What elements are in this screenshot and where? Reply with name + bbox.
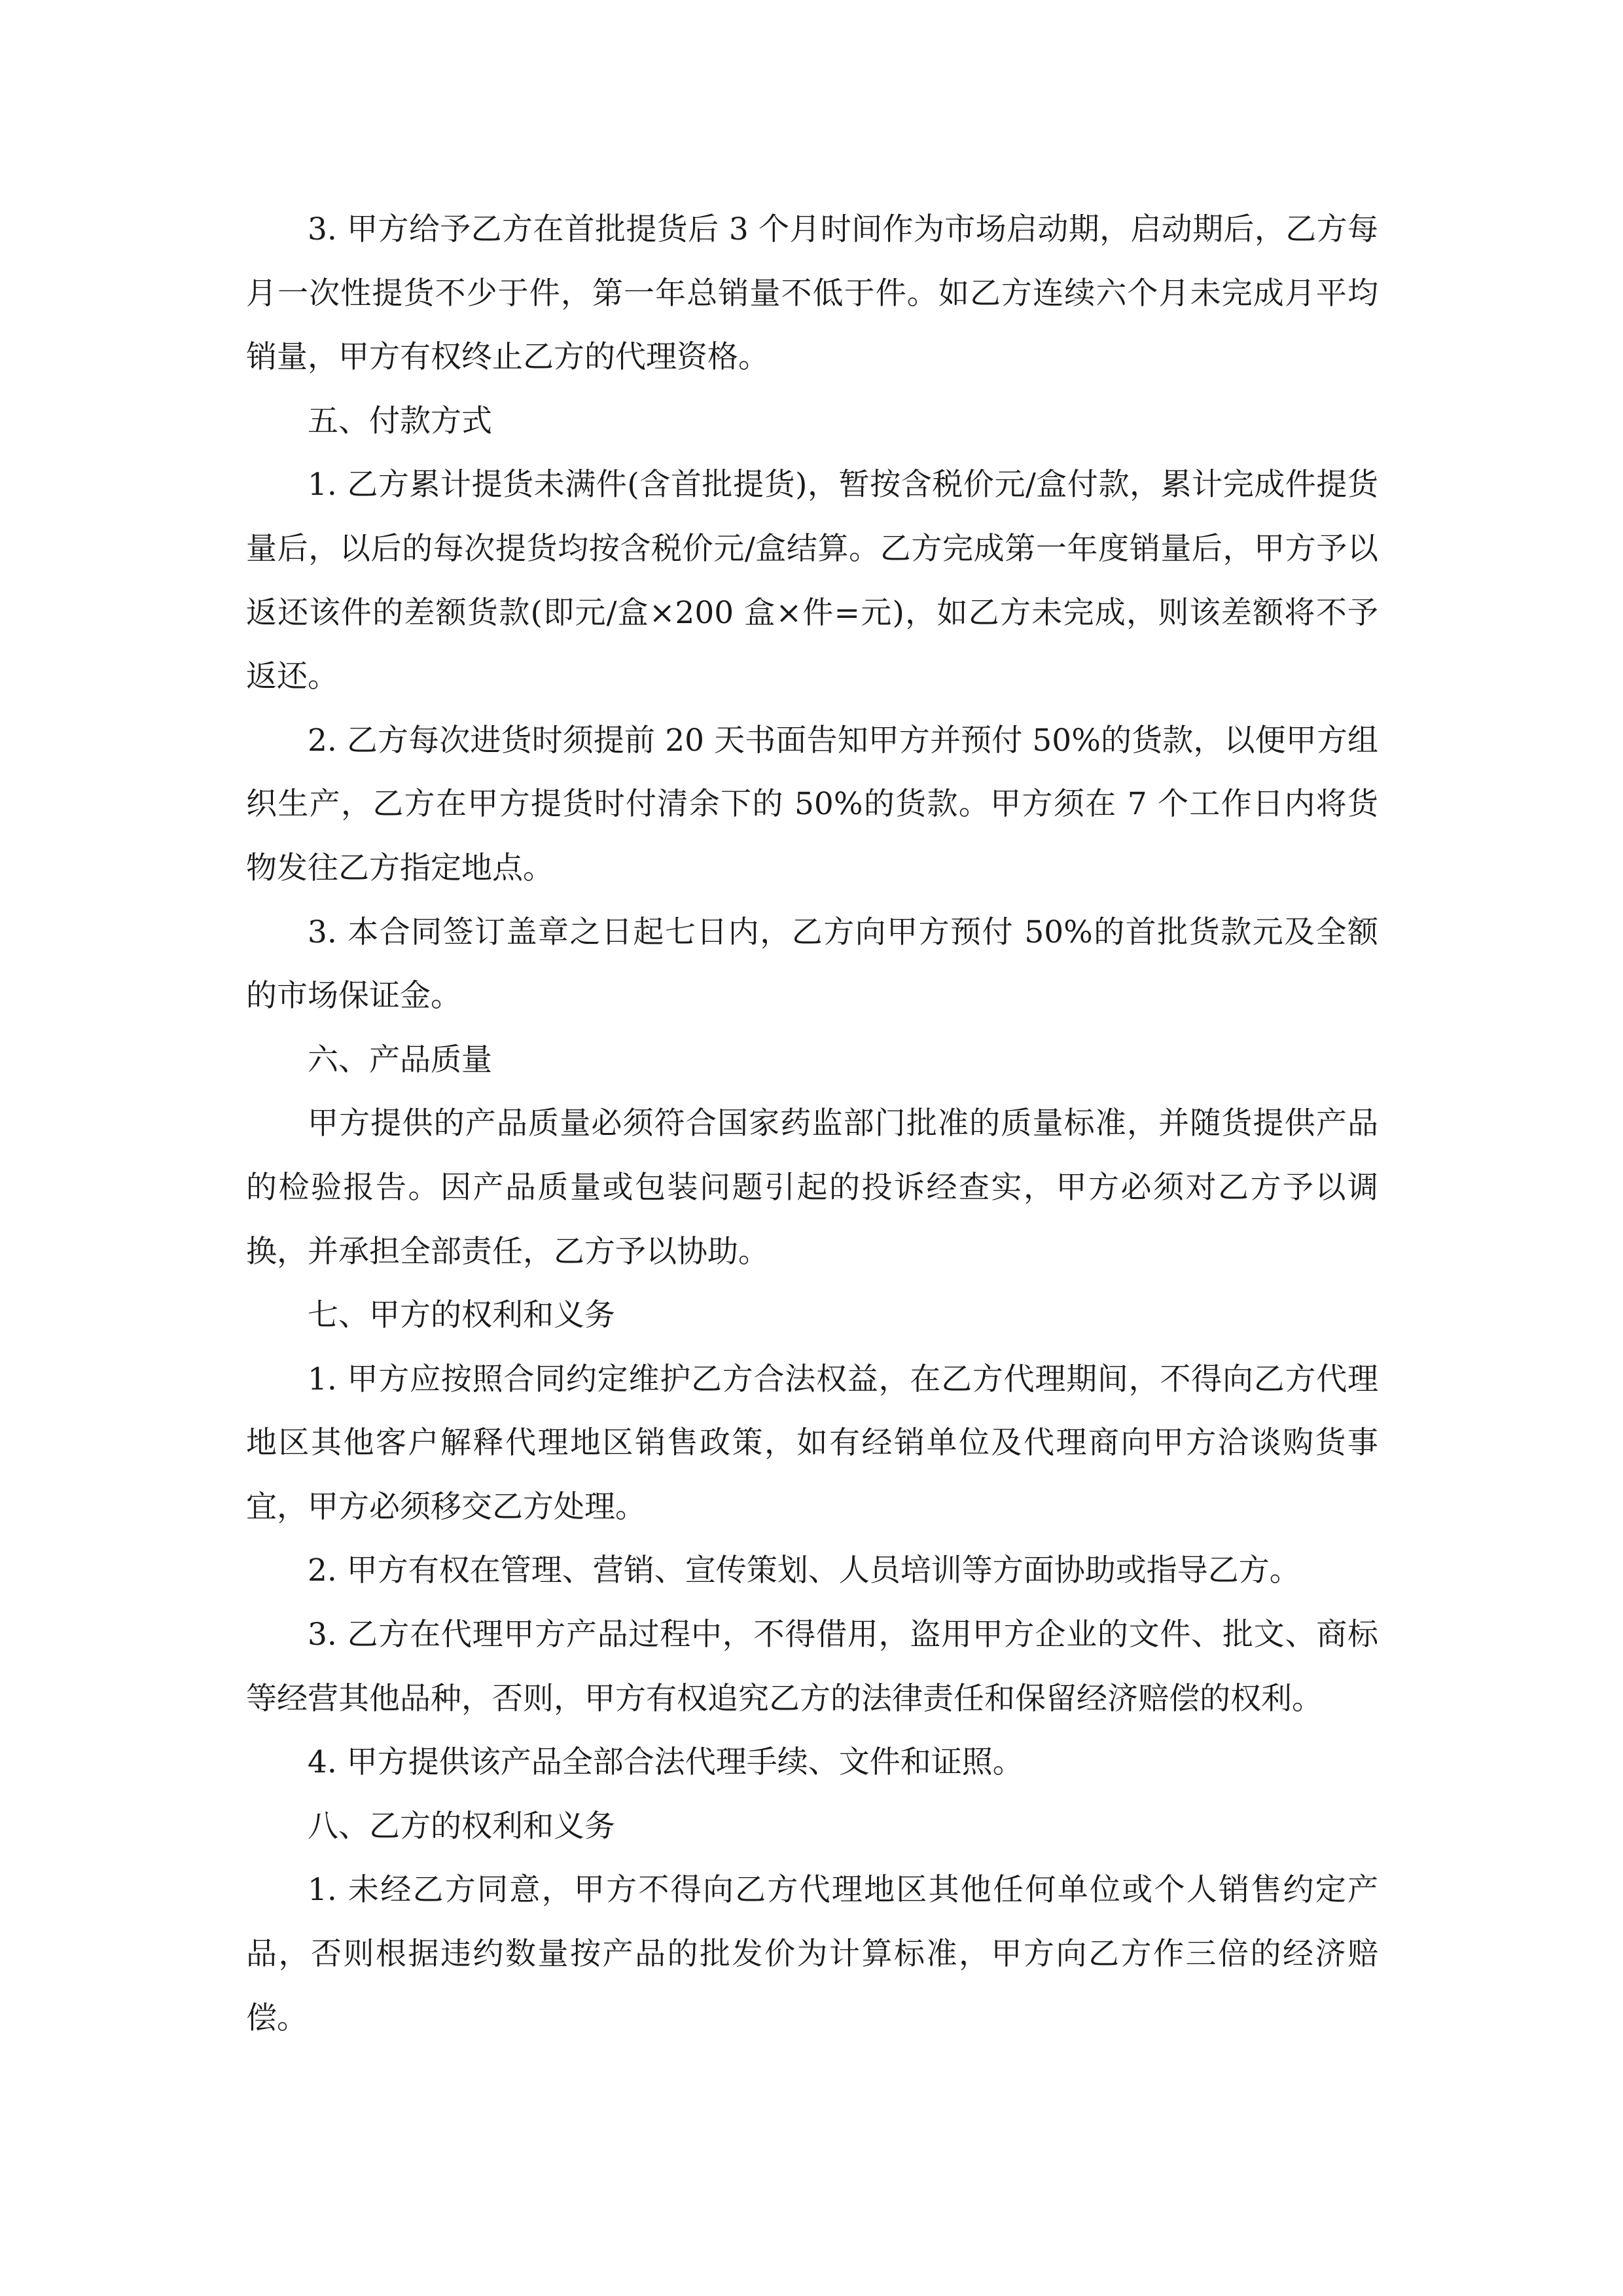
paragraph-5-3: 3. 本合同签订盖章之日起七日内，乙方向甲方预付 50%的首批货款元及全额的市场保证金。 xyxy=(246,914,1378,1014)
paragraph-8-1: 1. 未经乙方同意，甲方不得向乙方代理地区其他任何单位或个人销售约定产品，否则根据违约数量按产品的批发价为计算标准，甲方向乙方作三倍的经济赔偿。 xyxy=(246,1872,1378,2036)
paragraph-5-1: 1. 乙方累计提货未满件(含首批提货)，暂按含税价元/盒付款，累计完成件提货量后，以后的每次提货均按含税价元/盒结算。乙方完成第一年度销量后，甲方予以返还该件的差额货款(即元/盒×200 盒×件=元)，如乙方未完成，则该差额将不予返还。 xyxy=(246,467,1378,695)
paragraph-6: 甲方提供的产品质量必须符合国家药监部门批准的质量标准，并随货提供产品的检验报告。因产品质量或包装问题引起的投诉经查实，甲方必须对乙方予以调换，并承担全部责任，乙方予以协助。 xyxy=(246,1105,1378,1270)
section-heading-party-a-rights: 七、甲方的权利和义务 xyxy=(308,1297,615,1334)
paragraph-7-2: 2. 甲方有权在管理、营销、宣传策划、人员培训等方面协助或指导乙方。 xyxy=(308,1552,1300,1589)
paragraph-4-3: 3. 甲方给予乙方在首批提货后 3 个月时间作为市场启动期，启动期后，乙方每月一次性提货不少于件，第一年总销量不低于件。如乙方连续六个月未完成月平均销量，甲方有权终止乙方的代理资格。 xyxy=(246,211,1378,376)
paragraph-7-1: 1. 甲方应按照合同约定维护乙方合法权益，在乙方代理期间，不得向乙方代理地区其他客户解释代理地区销售政策，如有经销单位及代理商向甲方洽谈购货事宜，甲方必须移交乙方处理。 xyxy=(246,1361,1378,1525)
section-heading-payment: 五、付款方式 xyxy=(308,403,492,439)
paragraph-7-3: 3. 乙方在代理甲方产品过程中，不得借用，盗用甲方企业的文件、批文、商标等经营其他品种，否则，甲方有权追究乙方的法律责任和保留经济赔偿的权利。 xyxy=(246,1617,1378,1717)
paragraph-7-4: 4. 甲方提供该产品全部合法代理手续、文件和证照。 xyxy=(308,1744,1024,1781)
section-heading-party-b-rights: 八、乙方的权利和义务 xyxy=(308,1808,615,1844)
paragraph-5-2: 2. 乙方每次进货时须提前 20 天书面告知甲方并预付 50%的货款，以便甲方组织生产，乙方在甲方提货时付清余下的 50%的货款。甲方须在 7 个工作日内将货物发往乙方指定地点。 xyxy=(246,722,1378,886)
contract-text xyxy=(246,198,1378,2050)
section-heading-quality: 六、产品质量 xyxy=(308,1041,492,1078)
